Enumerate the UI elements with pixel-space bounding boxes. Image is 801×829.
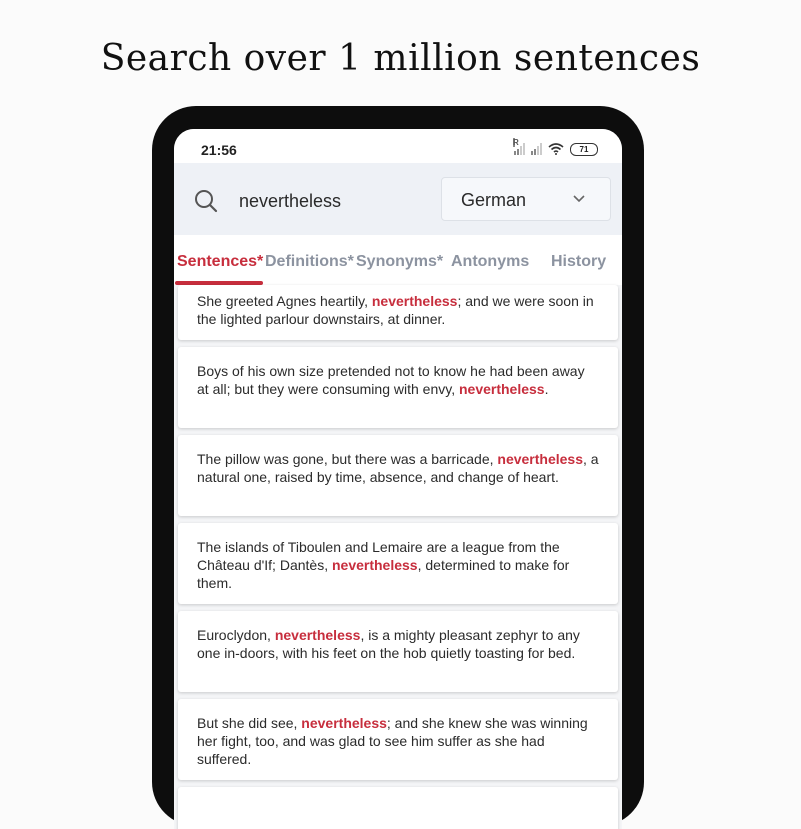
language-select[interactable] xyxy=(441,177,611,221)
wifi-icon xyxy=(548,143,564,155)
chevron-down-icon xyxy=(573,195,585,203)
sentence-card-partial[interactable] xyxy=(178,787,618,829)
sentence-card[interactable] xyxy=(178,285,618,340)
sentence-text: The pillow was gone, but there was a barricade, nevertheless, a natural one, raised by time, absence, and change of heart. xyxy=(197,451,599,485)
sentence-text: But she did see, nevertheless; and she knew she was winning her fight, too, and was glad to see him suffer as she had suffered. xyxy=(197,715,588,767)
search-bar xyxy=(174,163,622,235)
language-value: German xyxy=(461,190,527,210)
signal-icon-2 xyxy=(531,143,542,155)
app-screen xyxy=(174,129,622,829)
battery-icon: 71 xyxy=(570,143,598,156)
page-headline: Search over 1 million sentences xyxy=(100,38,701,79)
tab-synonyms[interactable]: Synonyms* xyxy=(356,253,444,270)
sentence-card[interactable] xyxy=(178,699,618,780)
keyword-highlight: nevertheless xyxy=(301,715,387,731)
status-time: 21:56 xyxy=(201,142,237,158)
search-icon[interactable] xyxy=(194,189,218,213)
signal-icon xyxy=(513,138,525,155)
tab-sentences[interactable]: Sentences* xyxy=(177,253,264,270)
tab-definitions[interactable]: Definitions* xyxy=(265,253,354,270)
sentence-text: She greeted Agnes heartily, nevertheless; and we were soon in the lighted parlour downstairs, at dinner. xyxy=(197,293,594,327)
keyword-highlight: nevertheless xyxy=(274,627,361,643)
sentence-card[interactable] xyxy=(178,611,618,692)
sentence-text: The islands of Tiboulen and Lemaire are a league from the Château d'If; Dantès, nevertheless, determined to make for them. xyxy=(197,539,570,591)
sentence-card[interactable] xyxy=(178,347,618,428)
sentence-card[interactable] xyxy=(178,523,618,604)
search-input[interactable]: nevertheless xyxy=(239,191,342,211)
keyword-highlight: nevertheless xyxy=(497,451,583,467)
sentence-card[interactable] xyxy=(178,435,618,516)
sentence-text: Boys of his own size pretended not to know he had been away at all; but they were consuming with envy, nevertheless. xyxy=(197,363,585,397)
tab-history[interactable]: History xyxy=(551,253,607,270)
tab-bar xyxy=(174,235,622,285)
status-bar xyxy=(174,129,622,163)
keyword-highlight: nevertheless xyxy=(458,381,545,397)
keyword-highlight: nevertheless xyxy=(331,557,418,573)
status-icons xyxy=(513,138,598,157)
roaming-label: R xyxy=(513,138,519,147)
keyword-highlight: nevertheless xyxy=(371,293,458,309)
sentence-text: Euroclydon, nevertheless, is a mighty pleasant zephyr to any one in-doors, with his feet on the hob quietly toasting for bed. xyxy=(197,627,580,661)
tab-antonyms[interactable]: Antonyms xyxy=(451,253,530,270)
